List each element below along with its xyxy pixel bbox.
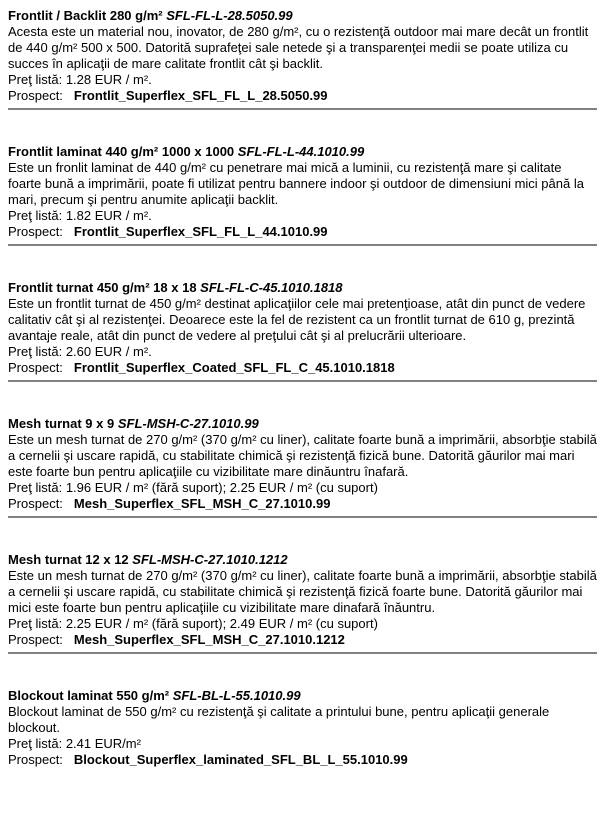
price-line [8, 736, 597, 752]
price-value: 1.96 EUR / m² (fără suport); 2.25 EUR / m² (cu suport) [65, 480, 378, 495]
prospect-link[interactable]: Blockout_Superflex_laminated_SFL_BL_L_55.1010.99 [73, 752, 408, 767]
price-label: Preţ listă: [8, 72, 63, 87]
prospect-line [8, 496, 597, 512]
product-description: Acesta este un material nou, inovator, de 280 g/m², cu o rezistenţă outdoor mai mare decât un frontlit de 440 g/m² 500 x 500. Datorită suprafeţei sale netede şi a transparenţei medii se poate utiliza cu succes în aplicaţii de mare calitate frontlit cât şi backlit. [8, 24, 589, 71]
price-value: 2.25 EUR / m² (fără suport); 2.49 EUR / m² (cu suport) [65, 616, 378, 631]
prospect-line [8, 224, 597, 240]
prospect-label: Prospect: [8, 88, 63, 103]
prospect-link[interactable]: Mesh_Superflex_SFL_MSH_C_27.1010.99 [73, 496, 331, 511]
section-divider [8, 244, 597, 246]
price-label: Preţ listă: [8, 736, 63, 751]
prospect-label: Prospect: [8, 752, 63, 767]
product-heading [8, 552, 597, 568]
prospect-link[interactable]: Mesh_Superflex_SFL_MSH_C_27.1010.1212 [73, 632, 345, 647]
section-divider [8, 652, 597, 654]
prospect-label: Prospect: [8, 360, 63, 375]
product-title: Mesh turnat 9 x 9 [8, 416, 115, 431]
product-title: Frontlit laminat 440 g/m² 1000 x 1000 [8, 144, 235, 159]
product-code: SFL-MSH-C-27.1010.1212 [132, 552, 288, 567]
price-line [8, 344, 597, 360]
prospect-line [8, 752, 597, 768]
product-code: SFL-MSH-C-27.1010.99 [117, 416, 259, 431]
price-line [8, 72, 597, 88]
product-section [8, 280, 597, 376]
price-value: 2.41 EUR/m² [65, 736, 141, 751]
price-label: Preţ listă: [8, 208, 63, 223]
product-code: SFL-BL-L-55.1010.99 [172, 688, 301, 703]
product-heading [8, 8, 597, 24]
prospect-link[interactable]: Frontlit_Superflex_SFL_FL_L_44.1010.99 [73, 224, 328, 239]
prospect-line [8, 88, 597, 104]
section-divider [8, 380, 597, 382]
price-label: Preţ listă: [8, 616, 63, 631]
product-title: Blockout laminat 550 g/m² [8, 688, 170, 703]
price-line [8, 208, 597, 224]
product-section [8, 8, 597, 104]
product-section [8, 552, 597, 648]
section-divider [8, 108, 597, 110]
product-section [8, 416, 597, 512]
price-value: 1.82 EUR / m². [65, 208, 152, 223]
prospect-line [8, 360, 597, 376]
product-section [8, 688, 597, 768]
price-line [8, 480, 597, 496]
product-title: Mesh turnat 12 x 12 [8, 552, 129, 567]
price-line [8, 616, 597, 632]
product-description: Este un fronlit laminat de 440 g/m² cu penetrare mai mică a luminii, cu rezistenţă mare şi calitate foarte bună a imprimării, poate fi utilizat pentru bannere indoor şi outdoor de dimensiuni mici până la mari, precum şi pentru anumite aplicaţii backlit. [8, 160, 584, 207]
product-description: Este un mesh turnat de 270 g/m² (370 g/m² cu liner), calitate foarte bună a imprimării, absorbţie stabilă a cernelii şi uscare rapidă, cu stabilitate chimică şi rezistenţă fizică foarte bune. Datorită găurilor mai mici este foarte bun pentru aplicaţiile cu vizibilitate mare dinafară înăuntru. [8, 568, 597, 615]
price-value: 2.60 EUR / m². [65, 344, 152, 359]
product-description: Este un mesh turnat de 270 g/m² (370 g/m² cu liner), calitate foarte bună a imprimării, absorbţie stabilă a cernelii şi uscare rapidă, cu stabilitate chimică şi rezistenţă fizică bune. Datorită găurilor mai mari este foarte bun pentru aplicaţiile cu vizibilitate mare dinăuntru înafară. [8, 432, 597, 479]
product-heading [8, 416, 597, 432]
section-divider [8, 516, 597, 518]
prospect-label: Prospect: [8, 224, 63, 239]
product-code: SFL-FL-L-28.5050.99 [166, 8, 293, 23]
product-code: SFL-FL-L-44.1010.99 [237, 144, 365, 159]
prospect-label: Prospect: [8, 496, 63, 511]
prospect-line [8, 632, 597, 648]
product-title: Frontlit / Backlit 280 g/m² [8, 8, 163, 23]
product-code: SFL-FL-C-45.1010.1818 [200, 280, 343, 295]
product-description: Blockout laminat de 550 g/m² cu rezistenţă şi calitate a printului bune, pentru aplicaţii generale blockout. [8, 704, 550, 735]
product-description: Este un frontlit turnat de 450 g/m² destinat aplicaţiilor cele mai pretenţioase, atât din punct de vedere calitativ cât şi al rezistenţei. Deoarece este la fel de rezistent ca un frontlit turnat de 610 g, prezintă avantaje reale, atât din punct de vedere al preţului cât şi al prelucrării ulterioare. [8, 296, 586, 343]
product-heading [8, 144, 597, 160]
price-value: 1.28 EUR / m². [65, 72, 152, 87]
product-heading [8, 688, 597, 704]
product-title: Frontlit turnat 450 g/m² 18 x 18 [8, 280, 197, 295]
price-label: Preţ listă: [8, 480, 63, 495]
product-heading [8, 280, 597, 296]
prospect-link[interactable]: Frontlit_Superflex_SFL_FL_L_28.5050.99 [73, 88, 328, 103]
price-label: Preţ listă: [8, 344, 63, 359]
prospect-label: Prospect: [8, 632, 63, 647]
product-section [8, 144, 597, 240]
prospect-link[interactable]: Frontlit_Superflex_Coated_SFL_FL_C_45.1010.1818 [73, 360, 395, 375]
